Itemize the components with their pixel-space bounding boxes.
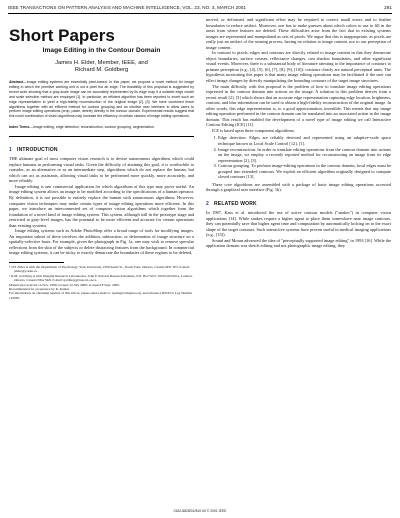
authors-line-2: Richard M. Goldberg bbox=[74, 67, 129, 73]
right-column bbox=[206, 17, 391, 249]
intro-paragraph-2: Image editing is one commercial application for which algorithms of this type may prove useful. An image editing system allows an image to be modified according to the specifications of a human operator. By definition, it is not possible to entirely replace the human with autonomous algorithms. However, computer vision techniques may make certain types of image editing operations more efficient. In this paper, we introduce an interconnected set of computer vision algorithms which together form the foundation of a novel kind of image editing system. This system, although still in the prototype stage and restricted to gray-level images, has the potential to be more efficient and accurate for certain operations than existing systems. bbox=[9, 183, 194, 228]
authors-line-1: James H. Elder, Member, IEEE, and bbox=[55, 60, 148, 66]
abstract-divider bbox=[9, 136, 194, 137]
footnote-reprints: For information on obtaining reprints of this article, please send e-mail to: tpami@computer.org, and reference IEEECS Log Number 110965. bbox=[9, 291, 193, 300]
section-heading: Short Papers bbox=[9, 26, 115, 45]
footnote-received: Manuscript received 14 Nov. 1999; revised 14 July 2000; accepted 8 Sept. 2000. bbox=[9, 282, 120, 287]
footnote-recommended: Recommended for acceptance by R. Kumar. bbox=[9, 287, 70, 292]
right-paragraph-4: ICE is based upon three component algorithms: bbox=[212, 127, 295, 133]
component-list bbox=[206, 135, 391, 179]
section-2-heading bbox=[206, 201, 391, 207]
abstract-label: Abstract bbox=[9, 80, 24, 84]
right-paragraph-2: In contrast to pixels, edges and contours are directly related to image content in that they demarcate object boundaries, surface creases, reflectance changes, cast shadow boundaries, and other significant visual events. Moreover, there is a substantial body of literature attesting to the importance of contours to primate perception (e.g., [4], [5], [6], [7], [8], [9], [10]): contours clearly are natural perceptual units. The hypothesis motivating this paper is that many image editing operations may be facilitated if the user can effect image changes by directly manipulating the bounding contours of the target image structures. bbox=[206, 50, 391, 84]
right-paragraph-3: The main difficulty with this proposal is the problem of how to translate image editing operations expressed in the contour domain into actions on the image. A solution to this problem derives from a recent result [2], [3] which shows that an accurate edge representation capturing edge location, brightness, contrast, and blur information can be used to obtain a high-fidelity reconstruction of the original image. In other words, this edge representation is, to a good approximation, invertible. This means that any image editing operation performed in the contour domain can be translated into an associated action in the image domain. This result has enabled the development of a novel type of image editing we call Interactive Contour Editing (ICE) [11]. bbox=[206, 83, 391, 128]
section-1-heading bbox=[9, 147, 194, 153]
drop-letter: T bbox=[9, 156, 12, 162]
right-paragraph-5: These core algorithms are assembled with a package of basic image editing operations accessed through a graphical user interface (Fig. 1b). bbox=[206, 181, 391, 193]
paper-title: Image Editing in the Contour Domain bbox=[42, 47, 161, 54]
author-block bbox=[9, 60, 194, 74]
header-rule bbox=[8, 13, 392, 14]
list-item: 2. Image reconstruction. In order to translate editing operations from the contour domain into actions on the image, we employ a recently reported method for reconstructing an image from its edge representation [2], [3]. bbox=[218, 147, 391, 164]
related-paragraph-1: In 1987, Kass et al. introduced the use of active contour models ("snakes") in computer vision applications [14]. While snakes require a higher agent to place them somewhere near image contours, they can potentially save that higher agent time and computation by automatically locking on to the exact shape of the target contours. Such interactive systems have proven useful in medical imaging applications (e.g., [15]). bbox=[206, 209, 391, 238]
list-item: 1. Edge detection. Edges are reliably detected and represented using an adaptive-scale space technique known as Local Scale Control [12], [1]. bbox=[218, 135, 391, 146]
section-1-number: 1 bbox=[9, 147, 12, 154]
index-terms-text: —Image editing, edge detection, reconstruction, contour grouping, segmentation. bbox=[29, 125, 155, 130]
copyright-footer: 0162-8828/01/$10.00 © 2001 IEEE bbox=[173, 509, 227, 513]
footnotes bbox=[9, 265, 194, 300]
footnote-author-2: • R.M. Goldberg is with Imaging Research Laboratories, John P. Robarts Research Institute, P.O. Box 5015 100 Perth Drive, London, Ontario, Canada N6A 5K8. E-mail: goldberg@irus.rri.on.ca. bbox=[9, 273, 193, 283]
small-caps-word: HE bbox=[11, 156, 18, 162]
footnote-author-1: • J.H. Elder is with the Department of Psychology, York University, 4700 Keele St., North York, Ontario, Canada M3J 1P3. E-mail: jelder@yorku.ca. bbox=[9, 265, 190, 274]
abstract-text: —Image editing systems are essentially pixel-based. In this paper, we propose a novel method for image editing in which the primitive working unit is not a pixel but an edge. The feasibility of this proposal is suggested by recent work showing that a gray-scale image can be accurately represented by its edge map if a suitable edge model and scale selection method are employed [1]. In particular, an efficient algorithm has been reported to invert such an edge representation to yield a high-fidelity reconstruction of the original image [2], [3]. We have combined these algorithms together with an efficient method for contour grouping and an intuitive user interface to allow users to perform image editing operations (crop, paste, delete) directly in the contour domain. Experimental results suggest that this novel combination of vision algorithms may increase the efficiency of certain classes of image editing operations. bbox=[9, 80, 194, 119]
list-item: 3. Contour grouping. To perform image-editing operations in the contour domain, local edges must be grouped into extended contours. We exploit an efficient algorithm originally designed to compute closed contours [13]. bbox=[218, 163, 391, 180]
left-column bbox=[9, 17, 194, 300]
index-terms bbox=[9, 125, 194, 130]
intro-paragraph-3: Image editing systems such as Adobe PhotoShop offer a broad range of tools for modifying images. An important subset of these involves the addition, subtraction, or deformation of image structure on a spatially-selective basis. For example, given the photograph in Fig. 1a, one may wish to remove specular reflections from the skin of the subjects or delete distracting features from the background. In commercial image editing systems, it can be tricky to exactly demarcate the boundaries of these regions to be deleted, bbox=[9, 228, 194, 256]
footnote-rule bbox=[9, 262, 64, 263]
related-paragraph-2: Sound and Moran advanced the idea of "perceptually supported image editing" in 1993 [16]. While the application domain was sketch editing and not photographic image editing, they bbox=[206, 237, 391, 249]
section-2-number: 2 bbox=[206, 200, 209, 207]
index-terms-label: Index Terms bbox=[9, 125, 30, 130]
section-1-title: INTRODUCTION bbox=[16, 147, 58, 154]
right-paragraph-1: moved, or deformed, and significant effort may be required to correct small errors and to feather boundaries to reduce artifact. Moreover, one has to make guesses about which colors to use to fill in the areas from where features are deleted. These difficulties arise from the fact that in existing systems images are represented and manipulated as sets of pixels. We argue that this is inappropriate, as pixels are really just an artifact of the sensing process, having no relation to image content, nor to our perception of image content. bbox=[206, 17, 391, 50]
abstract bbox=[9, 80, 194, 119]
journal-header bbox=[8, 5, 392, 13]
journal-title: IEEE TRANSACTIONS ON PATTERN ANALYSIS AND MACHINE INTELLIGENCE, VOL. 23, NO. 3, MARCH 2001 bbox=[8, 5, 246, 10]
page-number: 291 bbox=[384, 5, 392, 10]
intro-paragraph-1-text: ultimate goal of most computer vision research is to devise autonomous algorithms which could replace humans in performing visual tasks. Given the difficulty of attaining this goal, it is worthwhile to consider, as an alternative or as an intermediate step, algorithms which do not replace the human, but which can act as assistants, allowing visual tasks to be performed more quickly, more accurately, and more reliably. bbox=[9, 156, 194, 184]
intro-paragraph-1 bbox=[9, 156, 194, 184]
section-2-title: RELATED WORK bbox=[213, 200, 257, 207]
